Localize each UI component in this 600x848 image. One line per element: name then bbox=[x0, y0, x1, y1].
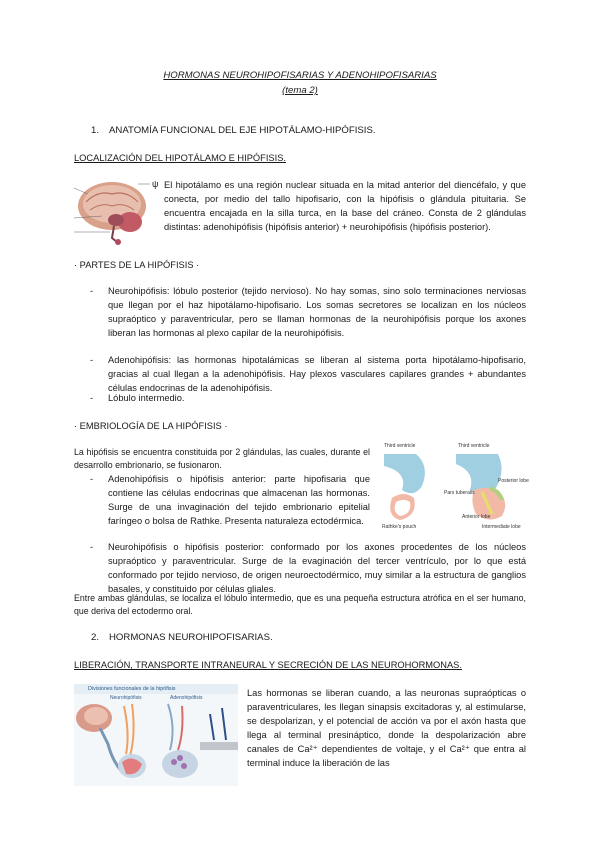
partes-item-1 bbox=[90, 284, 526, 340]
embriologia-item-2 bbox=[90, 540, 526, 596]
partes-item-text: Lóbulo intermedio. bbox=[108, 393, 185, 403]
liberacion-heading: LIBERACIÓN, TRANSPORTE INTRANEURAL Y SECRECIÓN DE LAS NEUROHORMONAS. bbox=[74, 660, 462, 670]
label-pars-tuberalis: Pars tuberalis bbox=[444, 490, 475, 496]
figure-label-neurohipofisis: Neurohipófisis bbox=[110, 695, 142, 701]
brain-figure-label: ψ bbox=[152, 179, 159, 189]
pituitary-divisions-figure bbox=[74, 684, 238, 786]
bullet-dash: - bbox=[90, 474, 94, 484]
document-subtitle: (tema 2) bbox=[282, 85, 318, 96]
bullet-dash: - bbox=[90, 393, 94, 403]
bullet-dash: - bbox=[90, 286, 94, 296]
partes-item-text: Adenohipófisis: las hormonas hipotalámicas se liberan al sistema porta hipotálamo-hipofisario, gracias al cual llegan a la adenohipófisis. Hay plexos vasculares capilares grandes + abundantes células endocrinas de la adenohipófisis. bbox=[108, 355, 526, 393]
section-1-heading: ANATOMÍA FUNCIONAL DEL EJE HIPOTÁLAMO-HIPÓFISIS. bbox=[109, 125, 376, 136]
partes-item-text: Neurohipófisis: lóbulo posterior (tejido nervioso). No hay somas, sino solo terminaciones nerviosas que llegan por el haz hipotálamo-hipofisario. Los somas secretores se localizan en los núcleos supraóptico y paraventricular, pero se llaman hormonas de la neurohipófisis porque los axones liberan las hormonas al plexo capilar de la neurohipófisis. bbox=[108, 286, 526, 338]
liberacion-text: Las hormonas se liberan cuando, a las neuronas supraópticas o paraventriculares, les llegan sinapsis excitadoras y, al estimularse, se despolarizan, y el potencial de acción va por el axón hasta que llega al terminal presináptico, donde la despolarización abre canales de Ca²⁺ dependientes de voltaje, y el Ca²⁺ que entra al terminal induce la liberación de las bbox=[247, 688, 526, 768]
embriologia-item-text: Neurohipófisis o hipófisis posterior: conformado por los axones procedentes de los núcleos supraóptico y paraventricular. Surge de la evaginación del tercer ventrículo, por lo que está conformado por tejido nervioso, de origen neuroectodérmico, muy similar a la estructura de ganglios basales, y constituido por células gliales. bbox=[108, 542, 526, 594]
brain-figure bbox=[72, 176, 152, 248]
bullet-dash: - bbox=[90, 355, 94, 365]
embriologia-heading: · EMBRIOLOGÍA DE LA HIPÓFISIS · bbox=[74, 421, 228, 431]
label-third-ventricle-2: Third ventricle bbox=[458, 443, 490, 449]
label-rathke: Rathke's pouch bbox=[382, 524, 417, 530]
partes-heading: · PARTES DE LA HIPÓFISIS · bbox=[74, 260, 200, 270]
localizacion-text: El hipotálamo es una región nuclear situada en la mitad anterior del diencéfalo, y que conecta, por medio del tallo hipofisario, con la hipófisis o glándula pituitaria. Se encuentra encajada en la silla turca, en la base del cráneo. Consta de 2 glándulas distintas: adenohipófisis (hipófisis anterior) + neurohipófisis (hipófisis posterior). bbox=[164, 180, 526, 232]
partes-item-3 bbox=[90, 391, 526, 405]
section-2-number: 2. bbox=[91, 632, 100, 643]
figure-label-adenohipofisis: Adenohipófisis bbox=[170, 695, 203, 701]
figure-title: Divisiones funcionales de la hipófisis bbox=[88, 686, 176, 692]
embriologia-closing: Entre ambas glándulas, se localiza el lóbulo intermedio, que es una pequeña estructura atrófica en el ser humano, que deriva del ectodermo oral. bbox=[74, 593, 526, 617]
label-intermediate-lobe: Intermediate lobe bbox=[482, 524, 521, 530]
label-third-ventricle: Third ventricle bbox=[384, 443, 416, 449]
label-anterior-lobe: Anterior lobe bbox=[462, 514, 491, 520]
localizacion-heading: LOCALIZACIÓN DEL HIPOTÁLAMO E HIPÓFISIS. bbox=[74, 153, 286, 163]
label-posterior-lobe: Posterior lobe bbox=[498, 478, 529, 484]
document-title: HORMONAS NEUROHIPOFISARIAS Y ADENOHIPOFISARIAS bbox=[163, 70, 437, 81]
embriologia-item-text: Adenohipófisis o hipófisis anterior: parte hipofisaria que contiene las células endocrinas que almacenan las hormonas. Surge de una invaginación del tejido embrionario epitelial faríngeo o bolsa de Rathke. Presenta naturaleza ectodérmica. bbox=[108, 474, 370, 526]
embriologia-item-1 bbox=[90, 472, 370, 528]
bullet-dash: - bbox=[90, 542, 94, 552]
partes-item-2 bbox=[90, 353, 526, 395]
embryology-figure bbox=[378, 440, 530, 532]
section-2-heading: HORMONAS NEUROHIPOFISARIAS. bbox=[109, 632, 273, 643]
section-1-number: 1. bbox=[91, 125, 100, 136]
embriologia-intro: La hipófisis se encuentra constituida por 2 glándulas, las cuales, durante el desarrollo embrionario, se fusionaron. bbox=[74, 447, 370, 471]
